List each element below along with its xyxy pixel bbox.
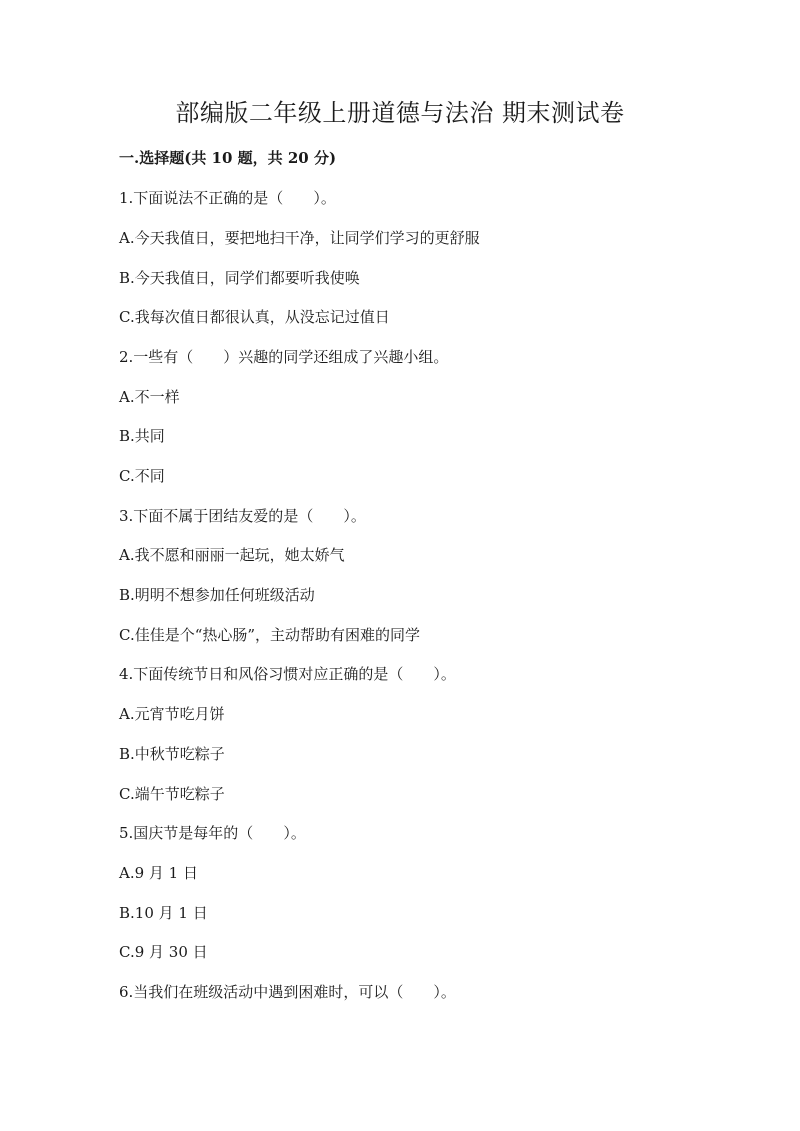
question-2-stem: 2.一些有（ ）兴趣的同学还组成了兴趣小组。 (119, 348, 449, 366)
question-4-option-a: A.元宵节吃月饼 (119, 705, 225, 723)
question-1-option-b: B.今天我值日，同学们都要听我使唤 (119, 269, 360, 287)
question-5-stem: 5.国庆节是每年的（ ）。 (119, 824, 306, 842)
question-1-option-c: C.我每次值日都很认真，从没忘记过值日 (119, 308, 390, 326)
section-heading: 一.选择题(共 10 题，共 20 分) (119, 149, 337, 167)
question-1-option-a: A.今天我值日，要把地扫干净，让同学们学习的更舒服 (119, 229, 480, 247)
question-5-option-a: A.9 月 1 日 (119, 864, 198, 882)
question-2-option-c: C.不同 (119, 467, 165, 485)
question-6-stem: 6.当我们在班级活动中遇到困难时，可以（ ）。 (119, 983, 456, 1001)
question-4-stem: 4.下面传统节日和风俗习惯对应正确的是（ ）。 (119, 665, 456, 683)
page-title: 部编版二年级上册道德与法治 期末测试卷 (175, 99, 625, 127)
question-5-option-b: B.10 月 1 日 (119, 904, 208, 922)
question-3-stem: 3.下面不属于团结友爱的是（ ）。 (119, 507, 366, 525)
question-1-stem: 1.下面说法不正确的是（ ）。 (119, 189, 336, 207)
question-4-option-c: C.端午节吃粽子 (119, 785, 225, 803)
question-2-option-b: B.共同 (119, 427, 165, 445)
question-2-option-a: A.不一样 (119, 388, 180, 406)
question-3-option-c: C.佳佳是个“热心肠”，主动帮助有困难的同学 (119, 626, 421, 644)
question-3-option-a: A.我不愿和丽丽一起玩，她太娇气 (119, 546, 345, 564)
question-3-option-b: B.明明不想参加任何班级活动 (119, 586, 315, 604)
question-4-option-b: B.中秋节吃粽子 (119, 745, 225, 763)
question-5-option-c: C.9 月 30 日 (119, 943, 208, 961)
